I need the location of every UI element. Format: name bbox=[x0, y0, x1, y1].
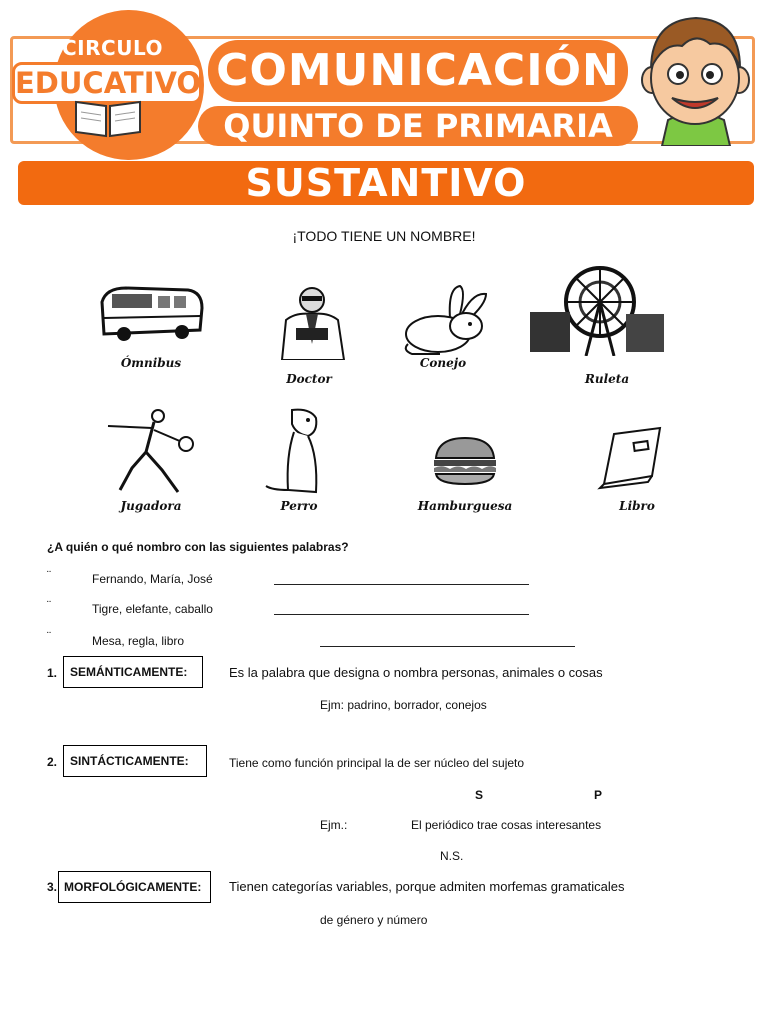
section-2-example: El periódico trae cosas interesantes bbox=[411, 818, 602, 832]
section-3-number: 3. bbox=[47, 880, 58, 894]
subject-title: COMUNICACIÓN bbox=[208, 40, 628, 102]
player-icon bbox=[106, 408, 198, 498]
page-title: SUSTANTIVO bbox=[18, 161, 754, 205]
section-1-label: SEMÁNTICAMENTE: bbox=[63, 656, 203, 688]
rabbit-icon bbox=[400, 284, 492, 356]
nucleus-marker: N.S. bbox=[440, 849, 464, 863]
logo-line1: CIRCULO bbox=[62, 36, 163, 60]
bullet-2: ¨ bbox=[47, 598, 51, 612]
bus-icon bbox=[96, 282, 206, 344]
dog-icon bbox=[264, 406, 328, 496]
exercise-words-1: Fernando, María, José bbox=[92, 572, 213, 586]
section-3-text: Tienen categorías variables, porque admiten morfemas gramaticales bbox=[229, 879, 625, 894]
section-3-label: MORFOLÓGICAMENTE: bbox=[58, 871, 211, 903]
caption-doctor: Doctor bbox=[286, 372, 332, 386]
caption-bus: Ómnibus bbox=[120, 356, 182, 370]
section-2-example-label: Ejm.: bbox=[320, 818, 348, 832]
section-1-example: Ejm: padrino, borrador, conejos bbox=[320, 698, 487, 712]
section-1-number: 1. bbox=[47, 666, 58, 680]
exercise-words-2: Tigre, elefante, caballo bbox=[92, 602, 213, 616]
logo-line2: EDUCATIVO bbox=[12, 62, 202, 104]
exercise-words-3: Mesa, regla, libro bbox=[92, 634, 185, 648]
answer-line-2[interactable] bbox=[274, 614, 529, 615]
answer-line-1[interactable] bbox=[274, 584, 529, 585]
open-book-icon bbox=[72, 96, 144, 140]
predicate-marker: P bbox=[594, 788, 603, 802]
subtitle: ¡TODO TIENE UN NOMBRE! bbox=[292, 228, 476, 244]
book-icon bbox=[596, 426, 668, 490]
caption-player: Jugadora bbox=[120, 499, 182, 513]
subject-marker: S bbox=[475, 788, 484, 802]
caption-book: Libro bbox=[619, 499, 655, 513]
section-2-label: SINTÁCTICAMENTE: bbox=[63, 745, 207, 777]
header-banner bbox=[10, 8, 758, 148]
section-3-text2: de género y número bbox=[320, 913, 428, 927]
ferris-wheel-icon bbox=[526, 262, 668, 356]
caption-dog: Perro bbox=[280, 499, 318, 513]
section-2-text: Tiene como función principal la de ser núcleo del sujeto bbox=[229, 756, 525, 770]
doctor-icon bbox=[276, 284, 348, 360]
caption-rabbit: Conejo bbox=[419, 356, 467, 370]
bullet-1: ¨ bbox=[47, 568, 51, 582]
grade-title: QUINTO DE PRIMARIA bbox=[198, 106, 638, 146]
question-text: ¿A quién o qué nombro con las siguientes palabras? bbox=[47, 540, 349, 554]
hamburger-icon bbox=[432, 436, 498, 486]
section-1-text: Es la palabra que designa o nombra personas, animales o cosas bbox=[229, 665, 603, 680]
caption-ferris: Ruleta bbox=[584, 372, 630, 386]
section-2-number: 2. bbox=[47, 755, 58, 769]
bullet-3: ¨ bbox=[47, 629, 51, 643]
caption-hamburger: Hamburguesa bbox=[417, 499, 513, 513]
boy-mascot-icon bbox=[638, 10, 753, 146]
answer-line-3[interactable] bbox=[320, 646, 575, 647]
